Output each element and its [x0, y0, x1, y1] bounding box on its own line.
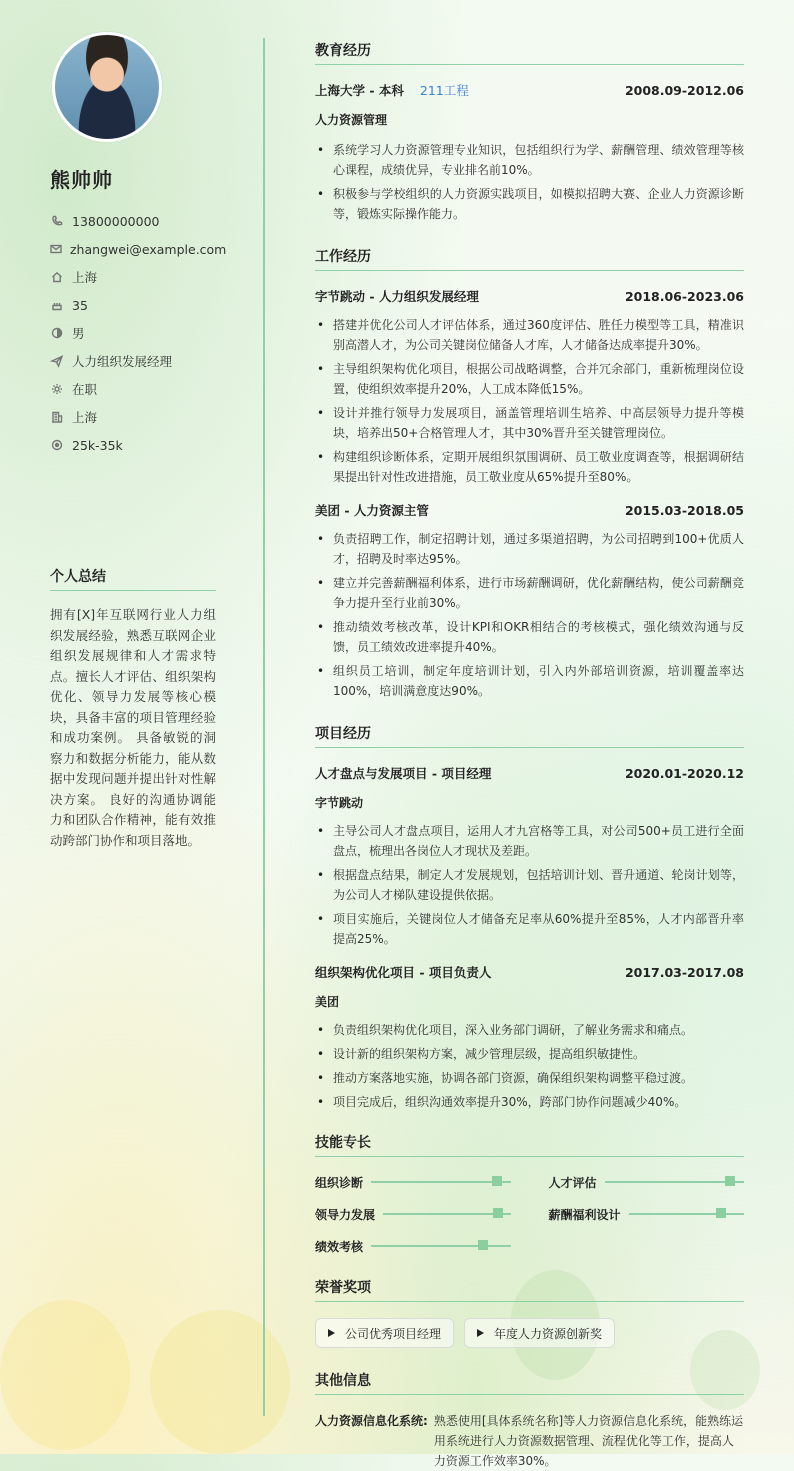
list-item: • 建立并完善薪酬福利体系，进行市场薪酬调研，优化薪酬结构，使公司薪酬竞争力提升至行业前30%。 — [315, 573, 744, 613]
skill-track — [371, 1245, 510, 1247]
skill-track — [383, 1213, 510, 1215]
awards-section — [315, 1277, 744, 1348]
phone-text: 13800000000 — [72, 213, 160, 229]
list-item: • 构建组织诊断体系，定期开展组织氛围调研、员工敬业度调查等，根据调研结果提出针对性改进措施，员工敬业度从65%提升至80%。 — [315, 447, 744, 487]
skills-grid — [315, 1173, 744, 1255]
work-section — [315, 246, 744, 701]
salary-text: 25k-35k — [72, 437, 123, 453]
project-title: 人才盘点与发展项目 - 项目经理 — [315, 766, 492, 781]
list-item: • 主导公司人才盘点项目，运用人才九宫格等工具，对公司500+员工进行全面盘点，梳理出各岗位人才现状及差距。 — [315, 821, 744, 861]
skill-label: 领导力发展 — [315, 1207, 376, 1222]
project-head — [315, 963, 744, 981]
list-item: • 项目完成后，组织沟通效率提升30%，跨部门协作问题减少40%。 — [315, 1092, 744, 1112]
skill-label: 薪酬福利设计 — [548, 1207, 621, 1222]
salary-icon — [50, 438, 64, 452]
info-phone — [50, 207, 216, 235]
award-label: 公司优秀项目经理 — [345, 1326, 442, 1341]
other-row — [315, 1411, 744, 1471]
list-item: • 项目实施后，关键岗位人才储备充足率从60%提升至85%，人才内部晋升率提高25%。 — [315, 909, 744, 949]
other-section — [315, 1370, 744, 1471]
play-icon — [477, 1329, 484, 1337]
education-school-wrap — [315, 81, 469, 99]
summary-text: 拥有[X]年互联网行业人力组织发展经验，熟悉互联网企业组织发展规律和人才需求特点。擅长人才评估、组织架构优化、领导力发展等核心模块，具备丰富的项目管理经验和成功案例。 具备敏锐的洞察力和数据分析能力，能从数据中发现问题并提出针对性解决方案。 良好的沟通协调能力和团队合作精神，能有效推动跨部门协作和项目落地。 — [50, 607, 216, 848]
info-city — [50, 263, 216, 291]
list-item: • 推动方案落地实施，协调各部门资源，确保组织架构调整平稳过渡。 — [315, 1068, 744, 1088]
work-title: 工作经历 — [315, 246, 744, 271]
education-section — [315, 40, 744, 224]
building-icon — [50, 410, 64, 424]
work-city-text: 上海 — [72, 410, 98, 425]
job-bullets — [315, 315, 744, 487]
project-head — [315, 764, 744, 782]
other-key: 人力资源信息化系统: — [315, 1414, 428, 1428]
skill-label: 组织诊断 — [315, 1175, 364, 1190]
project-title: 组织架构优化项目 - 项目负责人 — [315, 965, 492, 980]
job-title: 字节跳动 - 人力组织发展经理 — [315, 289, 479, 304]
awards-list — [315, 1318, 744, 1348]
job-head — [315, 287, 744, 305]
education-title: 教育经历 — [315, 40, 744, 65]
skill-item — [315, 1237, 511, 1255]
skill-level-marker — [478, 1240, 488, 1250]
main-content — [315, 40, 744, 1471]
award-item[interactable] — [315, 1318, 454, 1348]
skill-level-marker — [493, 1208, 503, 1218]
list-item: • 负责组织架构优化项目，深入业务部门调研，了解业务需求和痛点。 — [315, 1020, 744, 1040]
skill-label: 绩效考核 — [315, 1239, 364, 1254]
award-label: 年度人力资源创新奖 — [494, 1326, 603, 1341]
status-text: 在职 — [72, 382, 98, 397]
skill-level-marker — [492, 1176, 502, 1186]
list-item: • 积极参与学校组织的人力资源实践项目，如模拟招聘大赛、企业人力资源诊断等，锻炼实际操作能力。 — [315, 184, 744, 224]
job-date: 2018.06-2023.06 — [624, 288, 744, 304]
project-org: 字节跳动 — [315, 796, 364, 810]
summary-title: 个人总结 — [50, 566, 216, 591]
skill-track — [371, 1181, 510, 1183]
skill-item — [315, 1173, 511, 1191]
projects-section — [315, 723, 744, 1112]
job-head — [315, 501, 744, 519]
info-position — [50, 347, 216, 375]
gender-text: 男 — [72, 326, 85, 341]
play-icon — [328, 1329, 335, 1337]
skill-track — [605, 1181, 744, 1183]
age-text: 35 — [72, 297, 88, 313]
email-text: zhangwei@example.com — [70, 241, 227, 257]
awards-title: 荣誉奖项 — [315, 1277, 744, 1302]
send-icon — [50, 354, 64, 368]
skill-label: 人才评估 — [548, 1175, 597, 1190]
list-item: • 主导组织架构优化项目，根据公司战略调整，合并冗余部门，重新梳理岗位设置，使组织效率提升20%，人工成本降低15%。 — [315, 359, 744, 399]
other-title: 其他信息 — [315, 1370, 744, 1395]
skill-item — [549, 1205, 745, 1223]
info-work-city — [50, 403, 216, 431]
skills-title: 技能专长 — [315, 1132, 744, 1157]
avatar — [52, 32, 162, 142]
skill-item — [315, 1205, 511, 1223]
contact-info — [50, 207, 227, 459]
education-date: 2008.09-2012.06 — [624, 82, 744, 98]
education-head — [315, 81, 744, 99]
info-email — [50, 235, 227, 263]
skill-track — [629, 1213, 744, 1215]
award-item[interactable] — [464, 1318, 615, 1348]
list-item: • 设计新的组织架构方案，减少管理层级，提高组织敏捷性。 — [315, 1044, 744, 1064]
info-status — [50, 375, 216, 403]
summary-section — [50, 566, 216, 851]
list-item: • 搭建并优化公司人才评估体系，通过360度评估、胜任力模型等工具，精准识别高潜人才，为公司关键岗位储备人才库，人才储备达成率提升30%。 — [315, 315, 744, 355]
skills-section — [315, 1132, 744, 1255]
projects-title: 项目经历 — [315, 723, 744, 748]
other-value: 熟悉使用[具体系统名称]等人力资源信息化系统，能熟练运用系统进行人力资源数据管理、流程优化等工作，提高人力资源工作效率30%。 — [433, 1414, 744, 1468]
list-item: • 根据盘点结果，制定人才发展规划，包括培训计划、晋升通道、轮岗计划等，为公司人才梯队建设提供依据。 — [315, 865, 744, 905]
education-bullets — [315, 140, 744, 224]
info-gender — [50, 319, 216, 347]
education-school: 上海大学 - 本科 — [315, 83, 404, 98]
gender-icon — [50, 326, 64, 340]
list-item: • 设计并推行领导力发展项目，涵盖管理培训生培养、中高层领导力提升等模块，培养出50+合格管理人才，其中30%晋升至关键管理岗位。 — [315, 403, 744, 443]
position-text: 人力组织发展经理 — [72, 354, 173, 369]
job-bullets — [315, 529, 744, 701]
profile-name: 熊帅帅 — [50, 168, 113, 192]
project-bullets — [315, 1020, 744, 1112]
decor-tree — [0, 1300, 130, 1450]
mail-icon — [50, 242, 62, 256]
education-tag: 211工程 — [419, 83, 469, 98]
decor-tree — [150, 1310, 290, 1454]
sidebar — [50, 32, 227, 459]
info-age — [50, 291, 216, 319]
list-item: • 组织员工培训，制定年度培训计划，引入内外部培训资源，培训覆盖率达100%，培训满意度达90%。 — [315, 661, 744, 701]
list-item: • 系统学习人力资源管理专业知识，包括组织行为学、薪酬管理、绩效管理等核心课程，成绩优异，专业排名前10%。 — [315, 140, 744, 180]
job-title: 美团 - 人力资源主管 — [315, 503, 429, 518]
project-bullets — [315, 821, 744, 949]
phone-icon — [50, 214, 64, 228]
city-text: 上海 — [72, 270, 98, 285]
list-item: • 推动绩效考核改革，设计KPI和OKR相结合的考核模式，强化绩效沟通与反馈，员工绩效改进率提升40%。 — [315, 617, 744, 657]
list-item: • 负责招聘工作，制定招聘计划，通过多渠道招聘，为公司招聘到100+优质人才，招聘及时率达95%。 — [315, 529, 744, 569]
status-icon — [50, 382, 64, 396]
education-major: 人力资源管理 — [315, 113, 388, 127]
project-org: 美团 — [315, 995, 340, 1009]
job-date: 2015.03-2018.05 — [624, 502, 744, 518]
project-date: 2017.03-2017.08 — [624, 964, 744, 980]
skill-level-marker — [716, 1208, 726, 1218]
project-date: 2020.01-2020.12 — [624, 765, 744, 781]
info-salary — [50, 431, 216, 459]
vertical-divider — [263, 38, 265, 1416]
age-icon — [50, 298, 64, 312]
home-icon — [50, 270, 64, 284]
skill-item — [549, 1173, 745, 1191]
skill-level-marker — [725, 1176, 735, 1186]
